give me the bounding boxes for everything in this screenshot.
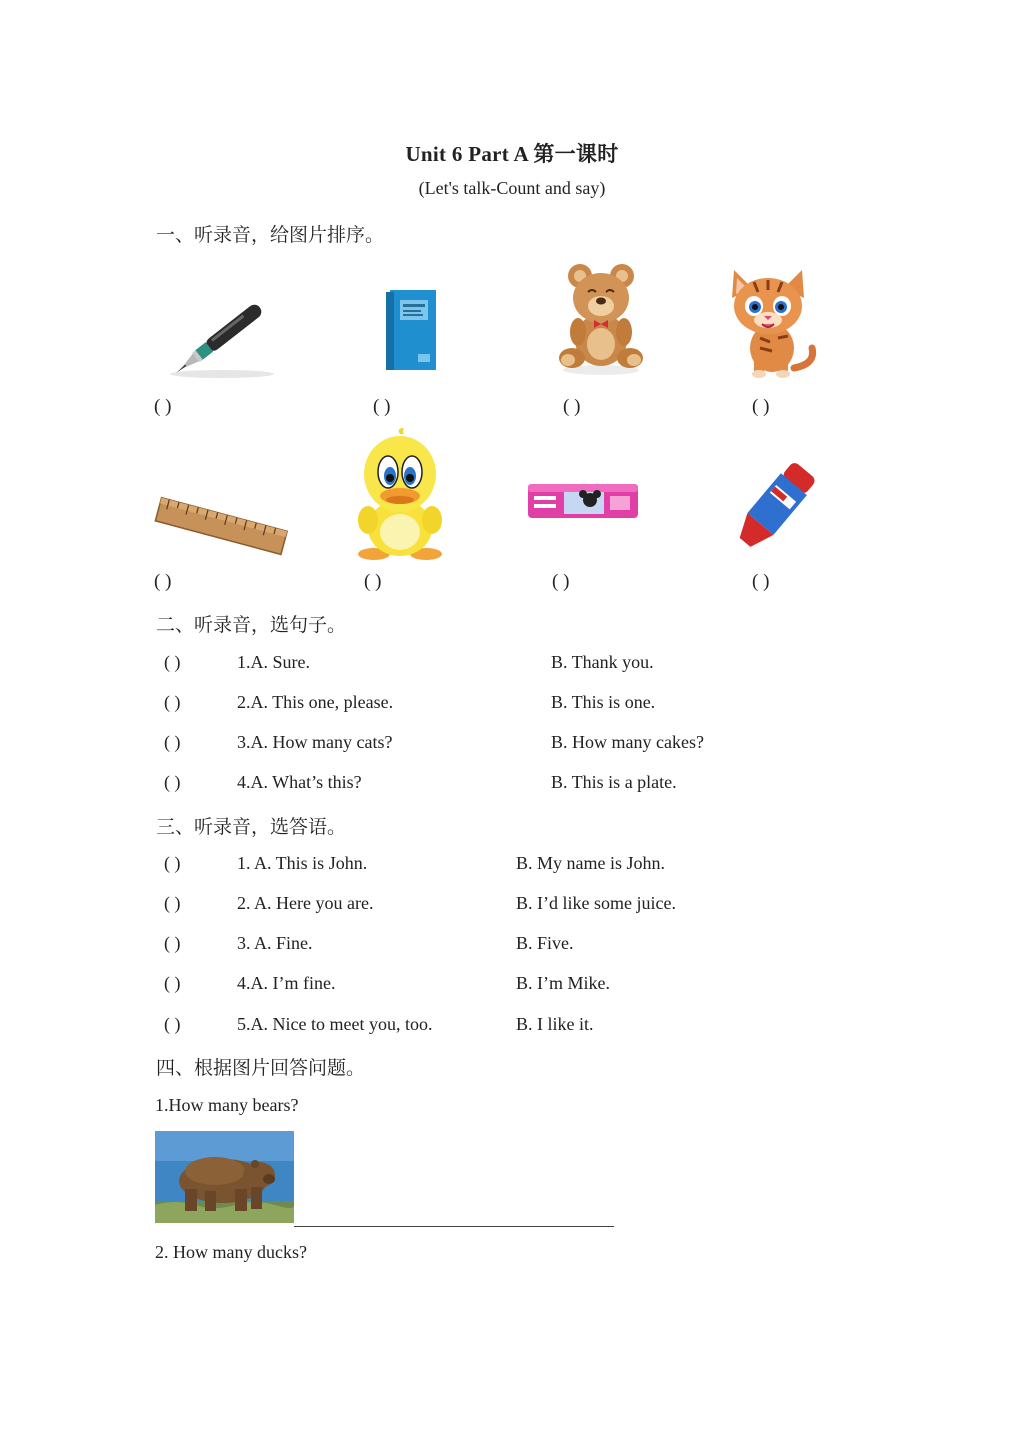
- crayon-icon: [736, 456, 816, 558]
- section3-heading: 三、听录音，选答语。: [156, 816, 347, 838]
- cat-icon: [724, 268, 822, 380]
- answer-line[interactable]: [294, 1225, 614, 1227]
- question-1: 1.How many bears?: [155, 1095, 299, 1115]
- option-b: B. Thank you.: [551, 652, 654, 672]
- answer-blank[interactable]: ( ): [164, 772, 181, 792]
- option-a: 1.A. Sure.: [237, 652, 310, 672]
- answer-blank[interactable]: ( ): [563, 396, 581, 417]
- answer-blank[interactable]: ( ): [752, 396, 770, 417]
- answer-blank[interactable]: ( ): [164, 652, 181, 672]
- answer-blank[interactable]: ( ): [164, 1014, 181, 1034]
- question-2: 2. How many ducks?: [155, 1242, 307, 1262]
- option-a: 2.A. This one, please.: [237, 692, 394, 712]
- answer-blank[interactable]: ( ): [164, 973, 181, 993]
- option-b: B. This is a plate.: [551, 772, 677, 792]
- option-a: 4.A. I’m fine.: [237, 973, 336, 993]
- option-b: B. My name is John.: [516, 853, 666, 873]
- option-a: 4.A. What’s this?: [237, 772, 362, 792]
- answer-blank[interactable]: ( ): [364, 571, 382, 592]
- answer-blank[interactable]: ( ): [164, 853, 181, 873]
- answer-blank[interactable]: ( ): [154, 396, 172, 417]
- answer-blank[interactable]: ( ): [164, 732, 181, 752]
- pen-icon: [162, 292, 282, 382]
- option-a: 5.A. Nice to meet you, too.: [237, 1014, 433, 1034]
- option-a: 3.A. How many cats?: [237, 732, 393, 752]
- page-subtitle: (Let's talk-Count and say): [418, 178, 606, 198]
- section1-heading: 一、听录音，给图片排序。: [156, 224, 385, 246]
- option-b: B. How many cakes?: [551, 732, 704, 752]
- section4-heading: 四、根据图片回答问题。: [156, 1057, 366, 1079]
- option-a: 2. A. Here you are.: [237, 893, 374, 913]
- answer-blank[interactable]: ( ): [752, 571, 770, 592]
- option-b: B. I like it.: [516, 1014, 594, 1034]
- book-icon: [384, 288, 440, 374]
- teddy-bear-icon: [554, 262, 648, 376]
- answer-blank[interactable]: ( ): [164, 692, 181, 712]
- section2-heading: 二、听录音，选句子。: [156, 614, 347, 636]
- option-b: B. I’d like some juice.: [516, 893, 676, 913]
- option-b: B. Five.: [516, 933, 574, 953]
- option-b: B. This is one.: [551, 692, 656, 712]
- pencil-box-icon: [524, 478, 640, 524]
- answer-blank[interactable]: ( ): [552, 571, 570, 592]
- option-a: 3. A. Fine.: [237, 933, 313, 953]
- duck-icon: [354, 428, 446, 562]
- answer-blank[interactable]: ( ): [164, 893, 181, 913]
- answer-blank[interactable]: ( ): [164, 933, 181, 953]
- answer-blank[interactable]: ( ): [373, 396, 391, 417]
- page-title: Unit 6 Part A 第一课时: [405, 142, 619, 166]
- ruler-icon: [154, 492, 288, 562]
- option-a: 1. A. This is John.: [237, 853, 368, 873]
- answer-blank[interactable]: ( ): [154, 571, 172, 592]
- bear-photo: [155, 1131, 294, 1223]
- option-b: B. I’m Mike.: [516, 973, 610, 993]
